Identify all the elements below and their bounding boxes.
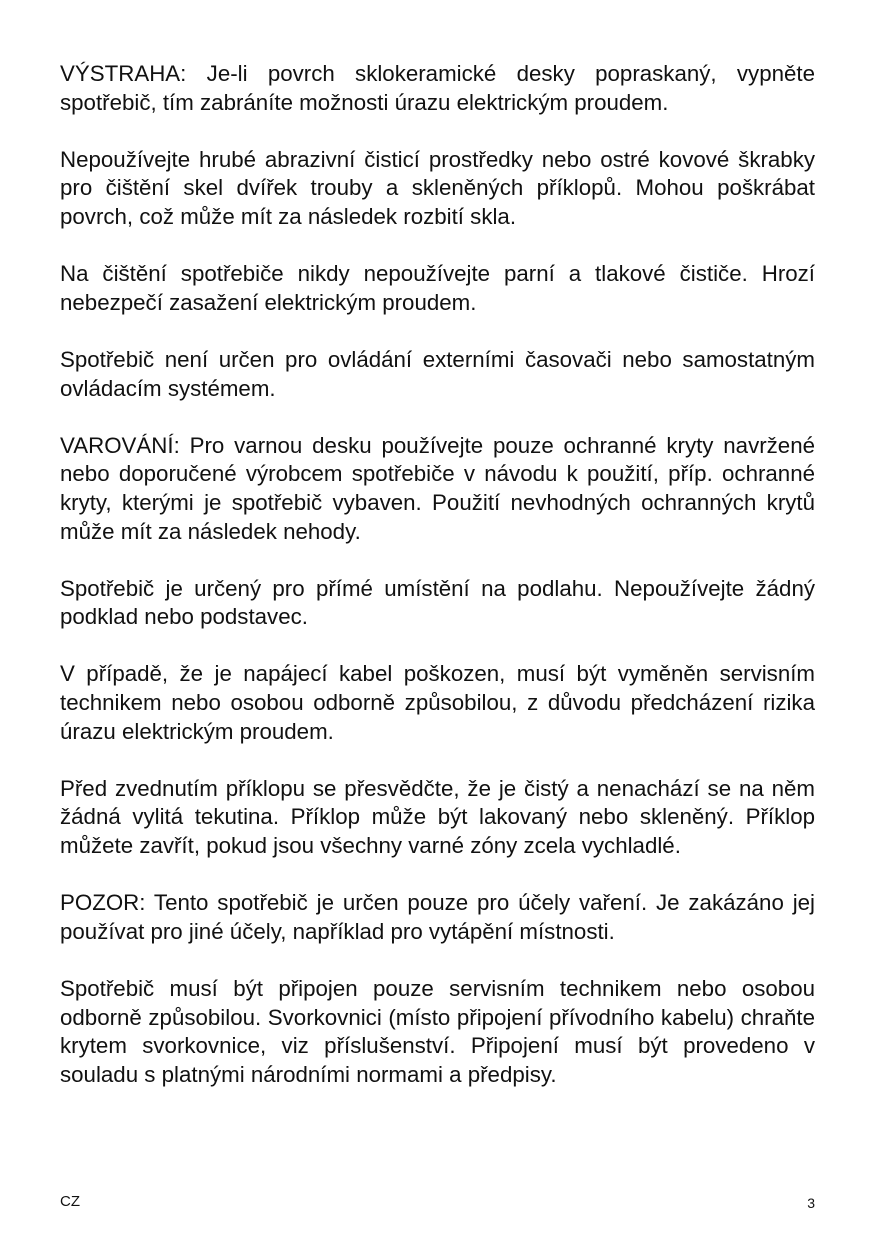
footer-page-number: 3	[807, 1195, 815, 1211]
connection-paragraph: Spotřebič musí být připojen pouze servisním technikem nebo osobou odborně způsobilou. Svorkovnici (místo připojení přívodního kabelu) chraňte krytem svorkovnice, viz příslušenství. Připojení musí být provedeno v souladu s platnými národními normami a předpisy.	[60, 976, 815, 1087]
floor-placement-paragraph: Spotřebič je určený pro přímé umístění na podlahu. Nepoužívejte žádný podklad nebo podstavec.	[60, 575, 815, 630]
lid-paragraph: Před zvednutím příklopu se přesvědčte, že je čistý a nenachází se na něm žádná vylitá tekutina. Příklop může být lakovaný nebo skleněný. Příklop můžete zavřít, pokud jsou všechny varné zóny zcela vychladlé.	[60, 775, 815, 859]
external-timer-paragraph: Spotřebič není určen pro ovládání externími časovači nebo samostatným ovládacím systémem.	[60, 346, 815, 401]
hob-guards-paragraph: VAROVÁNÍ: Pro varnou desku používejte pouze ochranné kryty navržené nebo doporučené výrobcem spotřebiče v návodu k použití, příp. ochranné kryty, kterými je spotřebič vybaven. Použití nevhodných ochranných krytů může mít za následek nehody.	[60, 432, 815, 544]
steam-cleaners-paragraph: Na čištění spotřebiče nikdy nepoužívejte parní a tlakové čističe. Hrozí nebezpečí zasažení elektrickým proudem.	[60, 261, 815, 315]
damaged-cable-paragraph: V případě, že je napájecí kabel poškozen, musí být vyměněn servisním technikem nebo osobou odborně způsobilou, z důvodu předcházení rizika úrazu elektrickým proudem.	[60, 661, 815, 744]
page-content	[60, 60, 815, 1118]
caution-cooking-only-paragraph: POZOR: Tento spotřebič je určen pouze pro účely vaření. Je zakázáno jej používat pro jiné účely, například pro vytápění místnosti.	[60, 890, 815, 944]
abrasive-cleaners-paragraph: Nepoužívejte hrubé abrazivní čisticí prostředky nebo ostré kovové škrabky pro čištění skel dvířek trouby a skleněných příklopů. Mohou poškrábat povrch, což může mít za následek rozbití skla.	[60, 146, 815, 229]
footer-language-code: CZ	[60, 1193, 80, 1210]
warning-cracked-surface-paragraph: VÝSTRAHA: Je-li povrch sklokeramické desky popraskaný, vypněte spotřebič, tím zabráníte možnosti úrazu elektrickým proudem.	[60, 61, 815, 115]
